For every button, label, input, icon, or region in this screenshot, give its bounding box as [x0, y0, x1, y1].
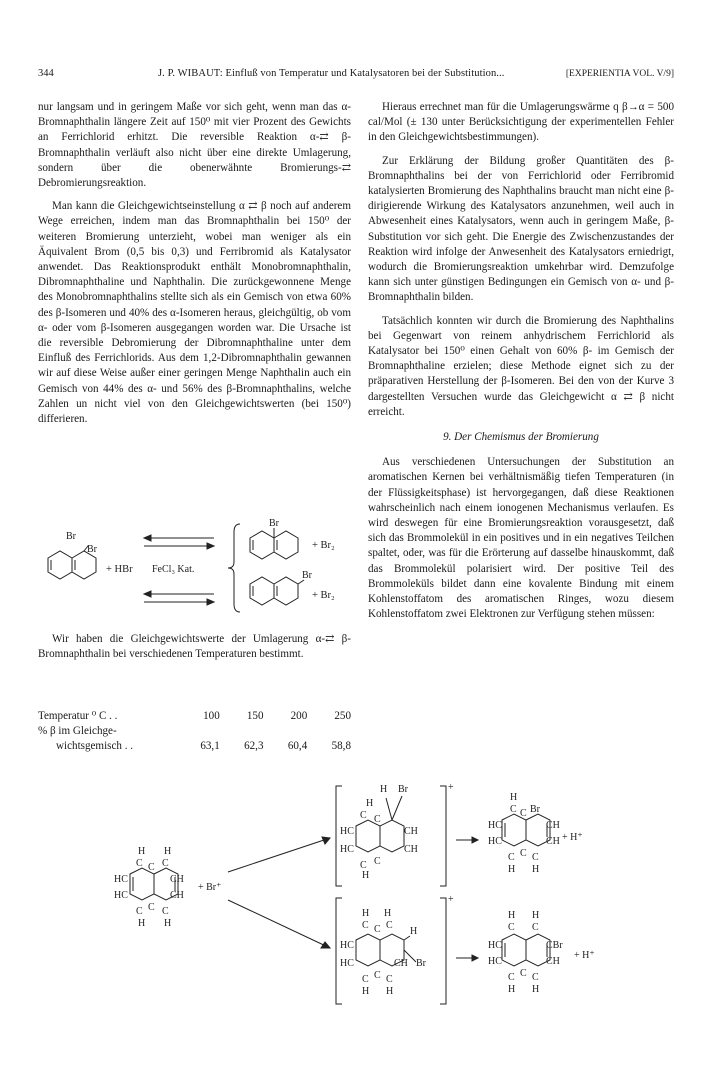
percent-row-label: % β im Gleichge-	[38, 725, 117, 738]
left-column	[38, 100, 351, 435]
atom-label: H	[362, 908, 370, 919]
atom-label: H	[138, 846, 146, 857]
atom-label: C	[510, 804, 517, 815]
alpha-bromonaphthalene-product	[250, 528, 298, 559]
atom-label: C	[362, 974, 369, 985]
atom-label: C	[532, 922, 539, 933]
bromination-mechanism-scheme	[90, 778, 650, 1018]
table-cell: 63,1	[200, 740, 220, 753]
atom-label: H	[508, 910, 516, 921]
atom-label: C	[508, 852, 515, 863]
left-column-lower	[38, 632, 351, 670]
atom-label: HC	[488, 956, 502, 967]
right-paragraph-1: Hieraus errechnet man für die Umlagerungswärme q β→α = 500 cal/Mol (± 130 unter Berücksichtigung der experimentellen Fehler in den Gleichgewichtsbestimmungen).	[368, 101, 674, 144]
table-cell: 100	[203, 710, 220, 722]
atom-label: C	[162, 858, 169, 869]
atom-label: H	[508, 984, 516, 995]
table-row	[38, 709, 351, 724]
table-cell: 58,8	[331, 740, 351, 753]
right-paragraph-2: Zur Erklärung der Bildung großer Quantitäten des β-Bromnaphthalins bei der von Ferrichlorid oder Ferribromid katalysierten Bromierung des Naphthalins braucht man nicht eine β-dirigierende Wirkung des Katalysators anzunehmen, weil auch in Abwesenheit eines Katalysators, wenn auch in geringem Maße, β-Substitution vor sich geht. Die Energie des Zwischenzustandes der Reaktion wird infolge der Anwesenheit des Katalysators erniedrigt, wodurch die Bromierungsreaktion umkehrbar wird. Demzufolge kann sich unter günstigen Bedingungen ein Gemisch von α- und β-Bromnaphthalin bilden.	[368, 154, 674, 304]
journal-reference: [EXPERIENTIA VOL. V/9]	[565, 69, 674, 79]
atom-label: H	[532, 864, 540, 875]
atom-label: H	[362, 986, 370, 997]
table-cell: 150	[246, 710, 264, 722]
running-head	[38, 66, 674, 82]
atom-label: H	[138, 918, 146, 929]
atom-label: CH	[404, 826, 418, 837]
alpha-sigma-complex	[336, 782, 454, 886]
debromination-reaction-scheme	[36, 518, 352, 618]
atom-label: CH	[404, 844, 418, 855]
atom-label: C	[362, 920, 369, 931]
equilibrium-arrows-upper	[144, 535, 214, 549]
atom-label: H	[164, 918, 172, 929]
atom-label: H	[164, 846, 172, 857]
equilibrium-table	[38, 709, 351, 755]
atom-label: CH	[394, 958, 408, 969]
atom-label: H	[410, 926, 418, 937]
atom-label: HC	[340, 940, 354, 951]
beta-bromonaphthalene-structure	[488, 910, 563, 995]
left-paragraph-1: nur langsam und in geringem Maße vor sich geht, wenn man das α-Bromnaphthalin längere Zeit auf 150⁰ mit vier Prozent des Gewichts an Ferrichlorid erhitzt. Die reversible Reaktion α-⇄ β-Bromnaphthalin verläuft also nicht über eine direkte Umlagerung, sondern über die obenerwähnte Bromierungs-⇄ Debromierungsreaktion.	[38, 101, 351, 190]
atom-label: H	[532, 910, 540, 921]
atom-label: H	[510, 792, 518, 803]
percent-row-label-cont: wichtsgemisch . .	[56, 740, 134, 753]
table-cell: 60,4	[287, 740, 308, 753]
reagents-label: + HBr	[106, 564, 133, 575]
table-cell: 250	[334, 710, 351, 722]
atom-label: HC	[488, 820, 502, 831]
table-cell: 62,3	[244, 740, 264, 753]
br-label-top: Br	[66, 531, 76, 542]
atom-label: H	[380, 784, 388, 795]
atom-label: HC	[488, 836, 502, 847]
atom-label: H	[366, 798, 374, 809]
atom-label: C	[162, 906, 169, 917]
atom-label: HC	[114, 890, 128, 901]
section-heading: 9. Der Chemismus der Bromierung	[443, 431, 599, 444]
atom-label: C	[374, 856, 381, 867]
running-title: J. P. WIBAUT: Einfluß von Temperatur und Katalysatoren bei der Substitution...	[158, 68, 505, 79]
page-number: 344	[38, 68, 54, 79]
temperature-row-label: Temperatur ⁰ C . .	[38, 710, 118, 722]
atom-label: H	[532, 984, 540, 995]
atom-label: C	[520, 968, 527, 979]
arrow-upper	[456, 837, 478, 843]
atom-label: C	[148, 862, 155, 873]
atom-label: C	[508, 922, 515, 933]
atom-label: C	[532, 852, 539, 863]
naphthalene-structure	[114, 846, 184, 929]
atom-label: HC	[114, 874, 128, 885]
atom-label: CBr	[546, 940, 563, 951]
atom-label: C	[360, 810, 367, 821]
proton-label: + H⁺	[562, 832, 583, 843]
br2-label-lower: + Br₂	[312, 590, 335, 601]
bromonium-label: + Br⁺	[198, 882, 222, 893]
beta-bromonaphthalene-product	[250, 577, 304, 605]
table-cell: 200	[290, 710, 308, 722]
arrow-lower	[456, 955, 478, 961]
right-column	[368, 100, 674, 631]
atom-label: H	[386, 986, 394, 997]
atom-label: Br	[398, 784, 408, 795]
charge-label: +	[448, 894, 454, 905]
atom-label: HC	[340, 844, 354, 855]
br-label-product-upper: Br	[269, 518, 279, 529]
atom-label: C	[360, 860, 367, 871]
atom-label: H	[384, 908, 392, 919]
atom-label: C	[374, 814, 381, 825]
catalyst-label: FeCl₃ Kat.	[152, 564, 195, 575]
beta-sigma-complex	[336, 894, 454, 1004]
equilibrium-arrows-lower	[144, 591, 214, 605]
atom-label: C	[508, 972, 515, 983]
right-paragraph-4: Aus verschiedenen Untersuchungen der Substitution an aromatischen Kernen bei verhältnismäßig tiefen Temperaturen (in der Flüssigkeitsphase) ist hervorgegangen, daß diese Reaktionen wahrscheinlich nach einem ionogenen Mechanismus verlaufen. Es wird deswegen für eine Bromierungsreaktion vorausgesetzt, daß sich das Brommolekül in ein positives und in ein negatives Teilchen spaltet, oder, was für die Erörterung auf dasselbe hinauskommt, daß das Brommolekül polarisiert wird. Der positive Teil des Brommoleküls bildet dann eine kovalente Bindung mit einem Kohlenstoffatom des aromatischen Ringes, wozu diesem Kohlenstoffatom zwei Elektronen zur Verfügung stehen müssen:	[368, 456, 674, 621]
atom-label: H	[362, 870, 370, 881]
table-row	[38, 739, 351, 754]
br2-label-upper: + Br₂	[312, 540, 335, 551]
atom-label: HC	[488, 940, 502, 951]
bracket	[228, 524, 240, 612]
atom-label: CH	[546, 836, 560, 847]
atom-label: CH	[170, 890, 184, 901]
br-label-side: Br	[87, 544, 97, 555]
branch-arrows	[228, 837, 330, 948]
atom-label: HC	[340, 958, 354, 969]
atom-label: CH	[546, 956, 560, 967]
atom-label: Br	[416, 958, 426, 969]
atom-label: C	[136, 858, 143, 869]
table-row	[38, 724, 351, 739]
right-paragraph-3: Tatsächlich konnten wir durch die Bromierung des Naphthalins bei Gegenwart von reinem anhydrischem Ferrichlorid als Katalysator bei 150⁰ einen Gehalt von 60% β- im Gemisch der Bromnaphthaline erzielen; diese Methode eignet sich zu der präparativen Herstellung der β-Isomeren. Bei den von der Kurve 3 dargestellten Versuchen wurde das Gleichgewicht α ⇄ β nicht erreicht.	[368, 314, 674, 418]
atom-label: C	[532, 972, 539, 983]
atom-label: H	[508, 864, 516, 875]
atom-label: C	[520, 848, 527, 859]
atom-label: C	[374, 924, 381, 935]
atom-label: Br	[530, 804, 540, 815]
atom-label: CH	[546, 820, 560, 831]
atom-label: C	[374, 970, 381, 981]
alpha-bromonaphthalene-structure	[488, 792, 560, 875]
atom-label: CH	[170, 874, 184, 885]
atom-label: C	[520, 808, 527, 819]
atom-label: HC	[340, 826, 354, 837]
atom-label: C	[386, 974, 393, 985]
proton-label: + H⁺	[574, 950, 595, 961]
br-label-product-lower: Br	[302, 570, 312, 581]
charge-label: +	[448, 782, 454, 793]
atom-label: C	[136, 906, 143, 917]
left-paragraph-3: Wir haben die Gleichgewichtswerte der Umlagerung α-⇄ β-Bromnaphthalin bei verschiedenen Temperaturen bestimmt.	[38, 633, 351, 661]
left-paragraph-2: Man kann die Gleichgewichtseinstellung α ⇄ β noch auf anderem Wege erreichen, indem man das Bromnaphthalin bei 150⁰ der weiteren Bromierung unterzieht, wobei man weniger als ein Äquivalent Brom (0,5 bis 0,3) und Ferribromid als Katalysator anwendet. Das Reaktionsprodukt enthält Monobromnaphthalin, Dibromnaphthaline und Naphthalin. Die zurückgewonnene Menge des Monobromnaphthalins stellte sich als ein Gemisch von etwa 60% des β-Isomeren und 40% des α-Isomeren heraus, gleichgültig, ob vom α- oder vom β-Isomeren ausgegangen worden war. Die Ursache ist die reversible Debromierung der Dibromnaphthaline unter dem Einfluß des Ferrichlorids. Aus dem 1,2-Dibromnaphthalin gewannen wir auf diese Weise außer einer geringen Menge Naphthalin auch ein Gemisch von 44% des α- und 56% des β-Bromnaphthalins, welche Zahlen un nicht viel von den Gleichgewichtswerten (bei 150⁰) differieren.	[38, 200, 351, 426]
atom-label: C	[148, 902, 155, 913]
atom-label: C	[386, 920, 393, 931]
